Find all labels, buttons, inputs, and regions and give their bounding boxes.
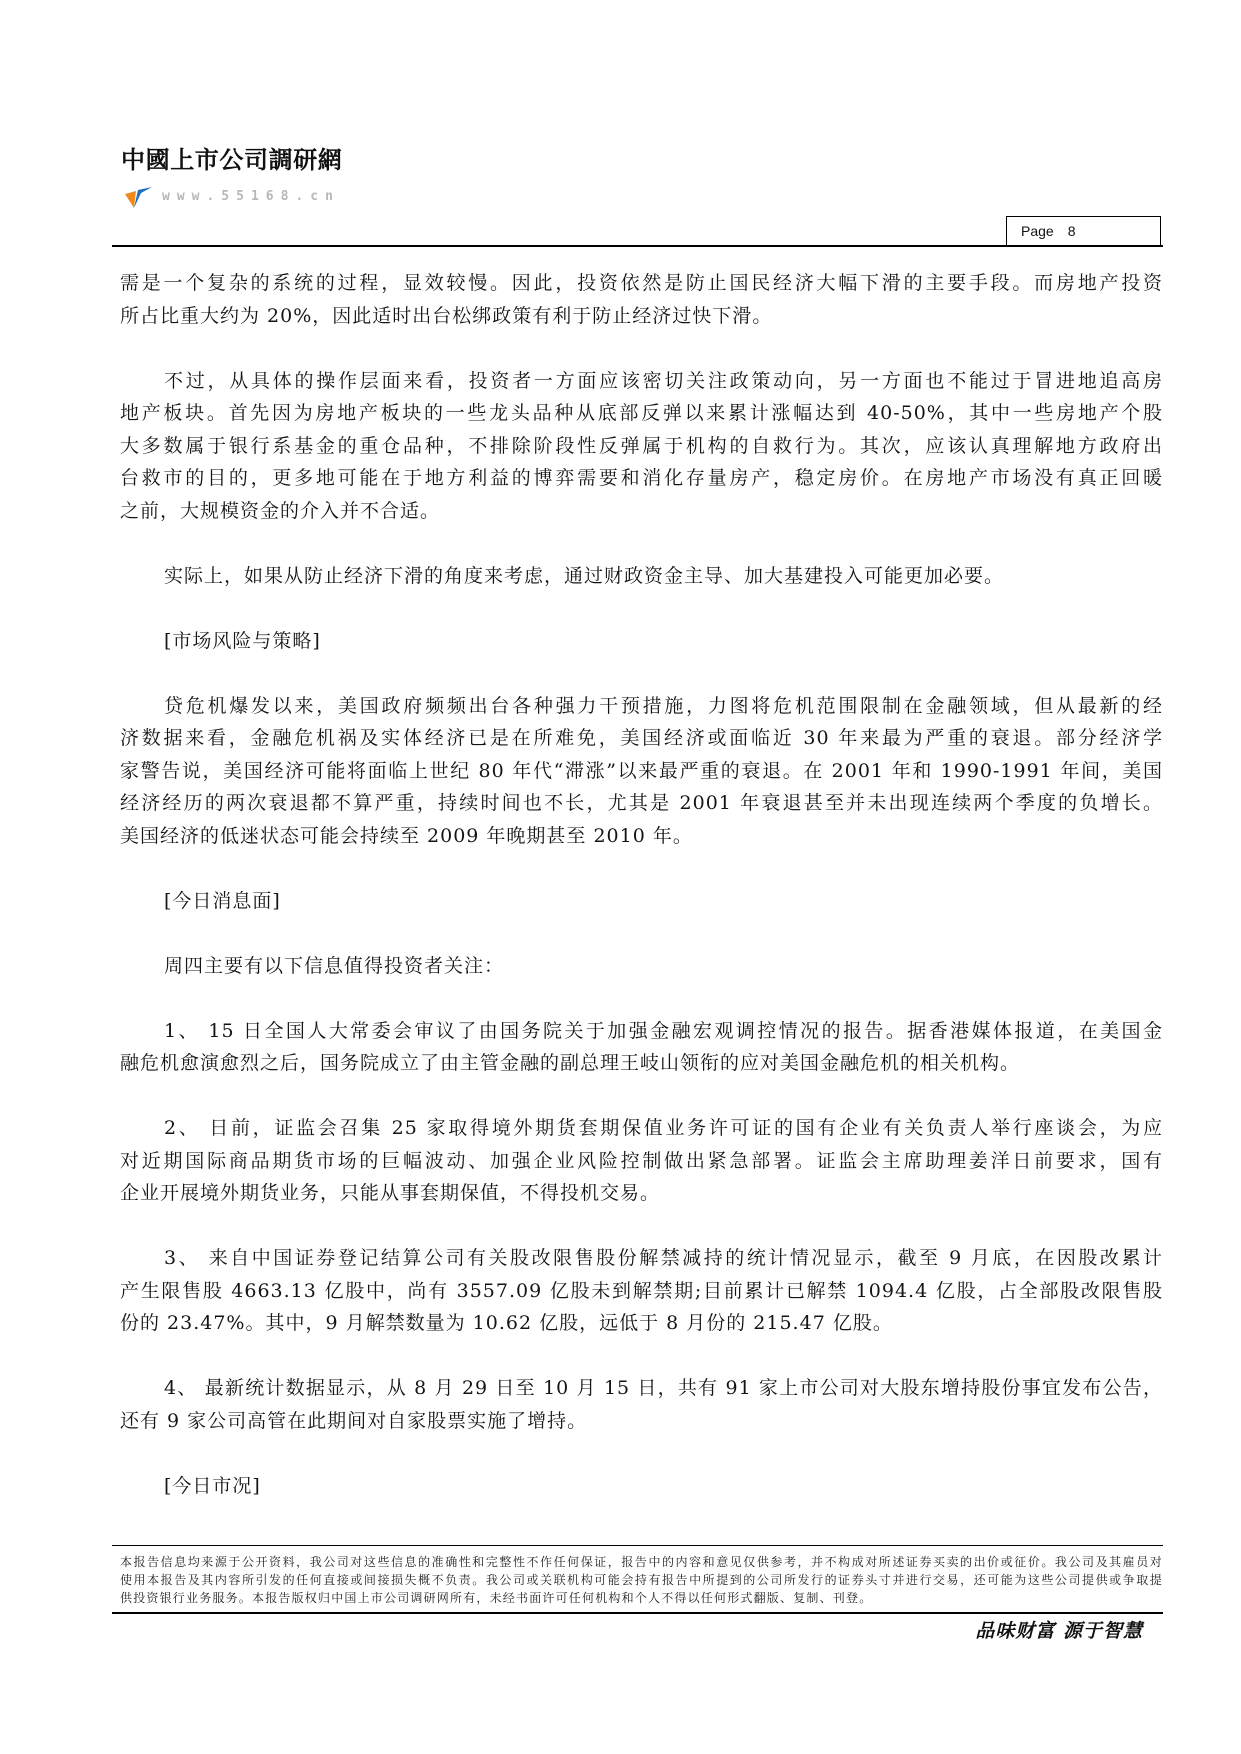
text-line: 台救市的目的，更多地可能在于地方利益的博弈需要和消化存量房产，稳定房价。在房地产市场没有真正回暖 bbox=[120, 467, 1163, 489]
header-divider bbox=[112, 245, 1163, 247]
paragraph bbox=[120, 690, 1163, 853]
disclaimer bbox=[120, 1553, 1163, 1607]
text-line: 美国经济的低迷状态可能会持续至 2009 年晚期甚至 2010 年。 bbox=[120, 824, 693, 847]
page-indicator bbox=[1006, 216, 1161, 247]
page-label: Page bbox=[1021, 223, 1054, 239]
text-line: 产生限售股 4663.13 亿股中，尚有 3557.09 亿股未到解禁期;目前累计已解禁 1094.4 亿股，占全部股改限售股 bbox=[120, 1279, 1163, 1302]
paragraph bbox=[120, 267, 1163, 332]
footer-divider-top bbox=[112, 1545, 1163, 1546]
text-line: 融危机愈演愈烈之后，国务院成立了由主管金融的副总理王岐山领衔的应对美国金融危机的相关机构。 bbox=[120, 1052, 1021, 1074]
disclaimer-line: 供投资银行业务服务。本报告版权归中国上市公司调研网所有，未经书面许可任何机构和个人不得以任何形式翻版、复制、刊登。 bbox=[120, 1591, 873, 1605]
text-line: 份的 23.47%。其中，9 月解禁数量为 10.62 亿股，远低于 8 月份的 215.47 亿股。 bbox=[120, 1312, 893, 1334]
body-text bbox=[120, 267, 1163, 1535]
paragraph bbox=[120, 950, 1163, 983]
text-line: 经济经历的两次衰退都不算严重，持续时间也不长，尤其是 2001 年衰退甚至并未出现连续两个季度的负增长。 bbox=[120, 792, 1163, 814]
section-heading bbox=[120, 1470, 1163, 1503]
paragraph bbox=[120, 1242, 1163, 1340]
paragraph bbox=[120, 1015, 1163, 1080]
paragraph bbox=[120, 1372, 1163, 1437]
text-line: 不过，从具体的操作层面来看，投资者一方面应该密切关注政策动向，另一方面也不能过于冒进地追高房 bbox=[164, 369, 1163, 392]
text-line: 济数据来看，金融危机祸及实体经济已是在所难免，美国经济或面临近 30 年来最为严重的衰退。部分经济学 bbox=[120, 727, 1163, 749]
disclaimer-line: 使用本报告及其内容所引发的任何直接或间接损失概不负责。我公司或关联机构可能会持有报告中所提到的公司所发行的证券头寸并进行交易，还可能为这些公司提供或争取提 bbox=[120, 1573, 1163, 1587]
text-line: 实际上，如果从防止经济下滑的角度来考虑，通过财政资金主导、加大基建投入可能更加必要。 bbox=[164, 564, 1005, 587]
paragraph bbox=[120, 560, 1163, 593]
text-line: 家警告说，美国经济可能将面临上世纪 80 年代“滞涨”以来最严重的衰退。在 2001 年和 1990-1991 年间，美国 bbox=[120, 759, 1163, 782]
text-line: 大多数属于银行系基金的重仓品种，不排除阶段性反弹属于机构的自救行为。其次，应该认真理解地方政府出 bbox=[120, 434, 1163, 457]
text-line: 企业开展境外期货业务，只能从事套期保值，不得投机交易。 bbox=[120, 1182, 661, 1204]
text-line: 需是一个复杂的系统的过程，显效较慢。因此，投资依然是防止国民经济大幅下滑的主要手段。而房地产投资 bbox=[120, 272, 1163, 294]
text-line: [市场风险与策略] bbox=[164, 629, 321, 652]
text-line: 之前，大规模资金的介入并不合适。 bbox=[120, 499, 441, 522]
text-line: 4、 最新统计数据显示，从 8 月 29 日至 10 月 15 日，共有 91 家上市公司对大股东增持股份事宜发布公告， bbox=[164, 1377, 1163, 1399]
text-line: 周四主要有以下信息值得投资者关注： bbox=[164, 954, 505, 977]
text-line: [今日消息面] bbox=[164, 889, 281, 912]
text-line: 地产板块。首先因为房地产板块的一些龙头品种从底部反弹以来累计涨幅达到 40-50%，其中一些房地产个股 bbox=[120, 402, 1163, 424]
site-url: www.55168.cn bbox=[162, 189, 340, 204]
paragraph bbox=[120, 365, 1163, 528]
disclaimer-line: 本报告信息均来源于公开资料，我公司对这些信息的准确性和完整性不作任何保证，报告中的内容和意见仅供参考，并不构成对所述证券买卖的出价或征价。我公司及其雇员对 bbox=[120, 1555, 1163, 1569]
paragraph bbox=[120, 1112, 1163, 1210]
page-number: 8 bbox=[1067, 223, 1076, 239]
footer-slogan: 品味财富 源于智慧 bbox=[975, 1620, 1143, 1642]
text-line: 1、 15 日全国人大常委会审议了由国务院关于加强金融宏观调控情况的报告。据香港媒体报道，在美国金 bbox=[164, 1019, 1163, 1042]
section-heading bbox=[120, 885, 1163, 918]
text-line: [今日市况] bbox=[164, 1474, 261, 1497]
logo-icon bbox=[125, 187, 152, 211]
text-line: 所占比重大约为 20%，因此适时出台松绑政策有利于防止经济过快下滑。 bbox=[120, 304, 773, 327]
text-line: 还有 9 家公司高管在此期间对自家股票实施了增持。 bbox=[120, 1409, 588, 1432]
text-line: 对近期国际商品期货市场的巨幅波动、加强企业风险控制做出紧急部署。证监会主席助理姜洋日前要求，国有 bbox=[120, 1149, 1163, 1172]
site-logo-text: 中國上市公司調研網 bbox=[121, 146, 343, 174]
text-line: 3、 来自中国证券登记结算公司有关股改限售股份解禁减持的统计情况显示，截至 9 月底，在因股改累计 bbox=[164, 1247, 1163, 1269]
text-line: 贷危机爆发以来，美国政府频频出台各种强力干预措施，力图将危机范围限制在金融领域，但从最新的经 bbox=[164, 694, 1163, 717]
footer-divider-bottom bbox=[112, 1612, 1163, 1614]
section-heading bbox=[120, 625, 1163, 658]
text-line: 2、 日前，证监会召集 25 家取得境外期货套期保值业务许可证的国有企业有关负责人举行座谈会，为应 bbox=[164, 1117, 1163, 1139]
